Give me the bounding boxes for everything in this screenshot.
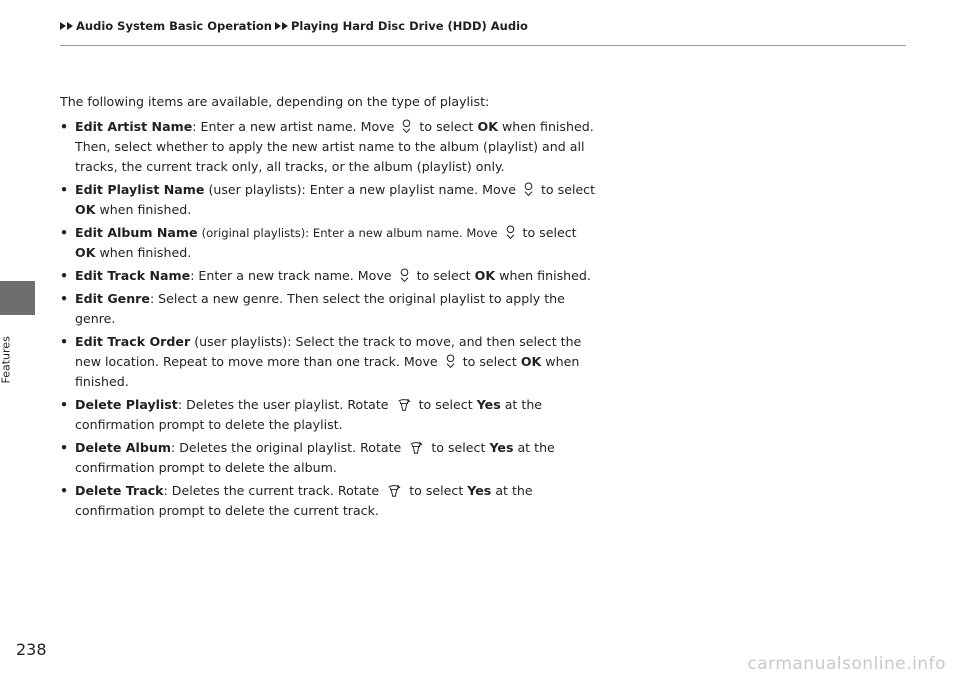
item-text: when finished. Then, select whether to apply the new artist name to the album (playlist) and all tracks, the current track only, all tracks, or the album (playlist) only. (75, 119, 594, 174)
item-text: : Select a new genre. Then select the original playlist to apply the genre. (75, 291, 565, 326)
joystick-move-icon (523, 181, 534, 197)
item-title: Edit Track Name (75, 268, 191, 283)
item-text: : Enter a new artist name. Move (192, 119, 395, 134)
yes-label: Yes (489, 440, 514, 455)
item-text: when finished. (75, 354, 580, 389)
bullet: • (60, 268, 69, 283)
list-item-delete-playlist (60, 395, 600, 435)
bullet: • (60, 397, 69, 412)
yes-label: Yes (467, 483, 492, 498)
page-number: 238 (16, 640, 47, 659)
joystick-move-icon (445, 353, 456, 369)
item-text: to select (419, 119, 474, 134)
item-text: at the confirmation prompt to delete the playlist. (75, 397, 543, 432)
breadcrumb (60, 19, 528, 33)
list-item-edit-artist-name (60, 117, 600, 177)
ok-label: OK (520, 354, 542, 369)
list-item-edit-playlist-name (60, 180, 600, 220)
item-text: when finished. (99, 202, 192, 217)
bullet: • (60, 483, 69, 498)
list-item-delete-album (60, 438, 600, 478)
bullet: • (60, 119, 69, 134)
list-item-edit-album-name (60, 223, 600, 263)
ok-label: OK (75, 202, 96, 217)
interface-dial-rotate-icon (396, 396, 412, 412)
item-text: (original playlists): Enter a new album name. Move (201, 226, 498, 240)
intro-text: The following items are available, depending on the type of playlist: (60, 94, 490, 109)
item-title: Edit Album Name (75, 225, 198, 240)
joystick-move-icon (401, 118, 412, 134)
breadcrumb-arrow-icon (275, 22, 281, 30)
list-item-delete-track (60, 481, 600, 521)
item-text: : Deletes the user playlist. Rotate (177, 397, 389, 412)
item-text: at the confirmation prompt to delete the current track. (75, 483, 533, 518)
bullet: • (60, 225, 69, 240)
ok-label: OK (75, 245, 96, 260)
item-text: to select (409, 483, 464, 498)
item-text: at the confirmation prompt to delete the album. (75, 440, 555, 475)
item-text: to select (416, 268, 471, 283)
interface-dial-rotate-icon (386, 482, 402, 498)
item-text: to select (540, 182, 596, 197)
page-content (60, 92, 600, 524)
item-text: (user playlists): Select the track to move, and then select the new location. Repeat to move more than one track. Move (75, 334, 582, 369)
breadcrumb-item-audio-basic[interactable]: Audio System Basic Operation (76, 19, 272, 33)
section-tab-marker (0, 281, 35, 315)
item-text: to select (522, 225, 577, 240)
bullet: • (60, 291, 69, 306)
breadcrumb-arrow-icon (60, 22, 66, 30)
joystick-move-icon (399, 267, 410, 283)
joystick-move-icon (505, 224, 516, 240)
item-text: when finished. (99, 245, 192, 260)
header-divider (60, 45, 906, 46)
list-item-edit-track-name (60, 266, 600, 286)
item-title: Delete Playlist (75, 397, 178, 412)
ok-label: OK (474, 268, 496, 283)
item-title: Delete Track (75, 483, 164, 498)
item-text: to select (431, 440, 486, 455)
item-text: to select (462, 354, 517, 369)
section-label: Features (0, 336, 13, 384)
list-item-edit-genre (60, 289, 600, 329)
item-title: Delete Album (75, 440, 171, 455)
ok-label: OK (477, 119, 498, 134)
interface-dial-rotate-icon (408, 439, 424, 455)
item-title: Edit Playlist Name (75, 182, 205, 197)
bullet: • (60, 334, 69, 349)
breadcrumb-arrow-icon (67, 22, 73, 30)
watermark: carmanualsonline.info (747, 654, 946, 674)
item-text: to select (418, 397, 473, 412)
list-item-edit-track-order (60, 332, 600, 392)
item-title: Edit Genre (75, 291, 150, 306)
item-text: (user playlists): Enter a new playlist name. Move (208, 182, 516, 197)
item-title: Edit Track Order (75, 334, 191, 349)
item-text: : Deletes the current track. Rotate (163, 483, 380, 498)
breadcrumb-item-hdd-audio[interactable]: Playing Hard Disc Drive (HDD) Audio (290, 19, 528, 33)
breadcrumb-arrow-icon (282, 22, 288, 30)
item-text: when finished. (499, 268, 591, 283)
item-text: : Enter a new track name. Move (190, 268, 392, 283)
bullet: • (60, 182, 69, 197)
yes-label: Yes (476, 397, 501, 412)
item-title: Edit Artist Name (75, 119, 193, 134)
item-text: : Deletes the original playlist. Rotate (170, 440, 402, 455)
bullet: • (60, 440, 69, 455)
